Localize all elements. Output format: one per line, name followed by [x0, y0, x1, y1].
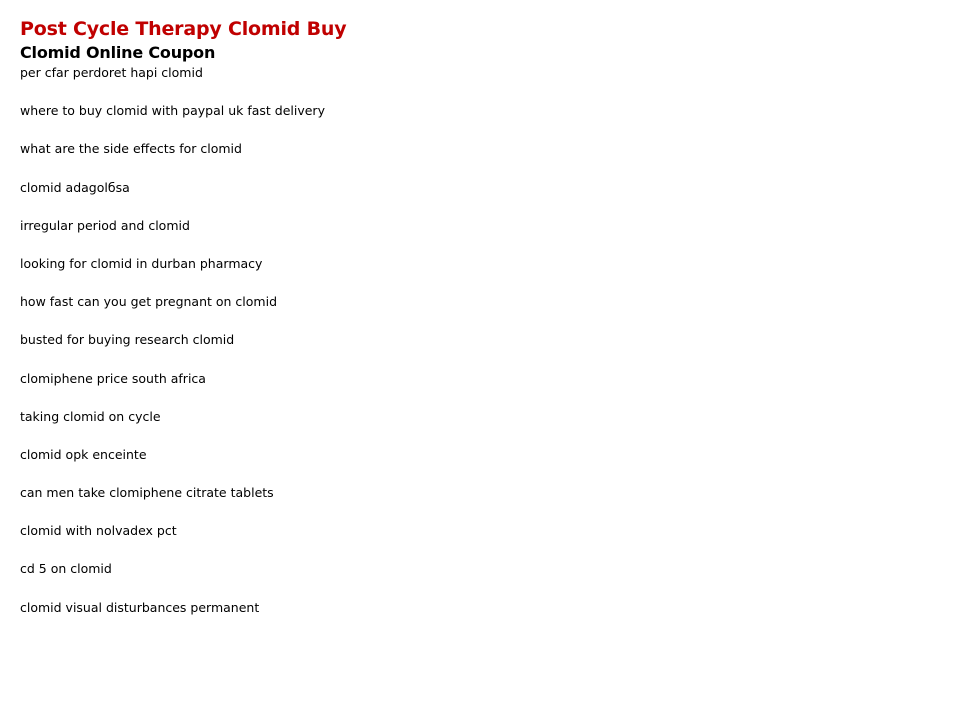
text-line-list — [20, 64, 920, 616]
text-line: clomid adagolбsa — [20, 179, 130, 195]
text-line: can men take clomiphene citrate tablets — [20, 485, 274, 501]
page-title: Post Cycle Therapy Clomid Buy — [20, 18, 347, 40]
text-line: where to buy clomid with paypal uk fast delivery — [20, 103, 325, 119]
text-line: looking for clomid in durban pharmacy — [20, 255, 263, 271]
text-line: clomid opk enceinte — [20, 446, 147, 462]
text-line: how fast can you get pregnant on clomid — [20, 294, 278, 310]
text-line: clomiphene price south africa — [20, 370, 206, 386]
text-line: clomid with nolvadex pct — [20, 523, 177, 539]
text-line: clomid visual disturbances permanent — [20, 599, 260, 615]
text-line: what are the side effects for clomid — [20, 141, 242, 157]
text-line: per cfar perdoret hapi clomid — [20, 65, 203, 80]
text-line: busted for buying research clomid — [20, 332, 235, 348]
text-line: taking clomid on cycle — [20, 408, 161, 424]
page-subtitle: Clomid Online Coupon — [20, 43, 216, 62]
document-page — [20, 16, 920, 637]
text-line: irregular period and clomid — [20, 217, 190, 233]
text-line: cd 5 on clomid — [20, 561, 112, 577]
